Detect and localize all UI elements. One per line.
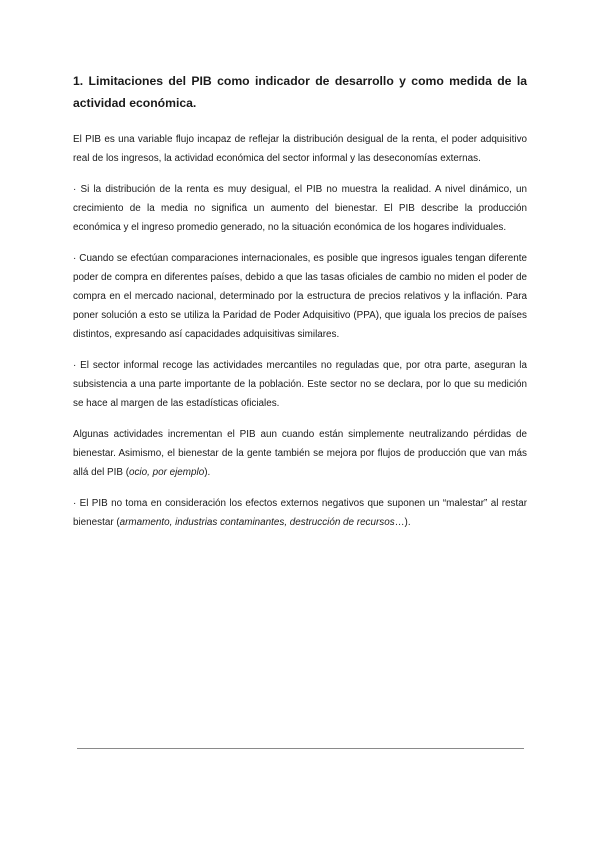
neutralizing-tail: ). (204, 467, 211, 478)
distribution-paragraph: · Si la distribución de la renta es muy desigual, el PIB no muestra la realidad. A nivel dinámico, un crecimiento de la media no significa un aumento del bienestar. El PIB describe la producción económica y el ingreso promedio generado, no la situación económica de los hogares individuales. (73, 184, 527, 233)
document-page (73, 70, 527, 544)
externalities-tail: …). (394, 517, 411, 528)
section-heading: 1. Limitaciones del PIB como indicador de desarrollo y como medida de la actividad económica. (73, 74, 527, 110)
footer-divider (77, 748, 524, 749)
neutralizing-text: Algunas actividades incrementan el PIB aun cuando están simplemente neutralizando pérdidas de bienestar. Asimismo, el bienestar de la gente también se mejora por flujos de producción que van más allá del PIB ( (73, 429, 527, 478)
externalities-emphasis: armamento, industrias contaminantes, destrucción de recursos (119, 517, 395, 528)
informal-sector-paragraph: · El sector informal recoge las actividades mercantiles no reguladas que, por otra parte, aseguran la subsistencia a una parte importante de la población. Este sector no se declara, por lo que su medición se hace al margen de las estadísticas oficiales. (73, 360, 527, 409)
comparisons-paragraph: · Cuando se efectúan comparaciones internacionales, es posible que ingresos iguales tengan diferente poder de compra en diferentes países, debido a que las tasas oficiales de cambio no miden el poder de compra en el mercado nacional, determinado por la estructura de precios relativos y la inflación. Para poner solución a esto se utiliza la Paridad de Poder Adquisitivo (PPA), que iguala los precios de países distintos, expresando así capacidades adquisitivas similares. (73, 253, 527, 340)
externalities-paragraph (73, 494, 527, 532)
intro-paragraph: El PIB es una variable flujo incapaz de reflejar la distribución desigual de la renta, el poder adquisitivo real de los ingresos, la actividad económica del sector informal y las deseconomías externas. (73, 134, 527, 164)
neutralizing-paragraph (73, 425, 527, 482)
neutralizing-emphasis: ocio, por ejemplo (129, 467, 205, 478)
externalities-text: · El PIB no toma en consideración los efectos externos negativos que suponen un “malestar” al restar bienestar ( (73, 498, 527, 528)
